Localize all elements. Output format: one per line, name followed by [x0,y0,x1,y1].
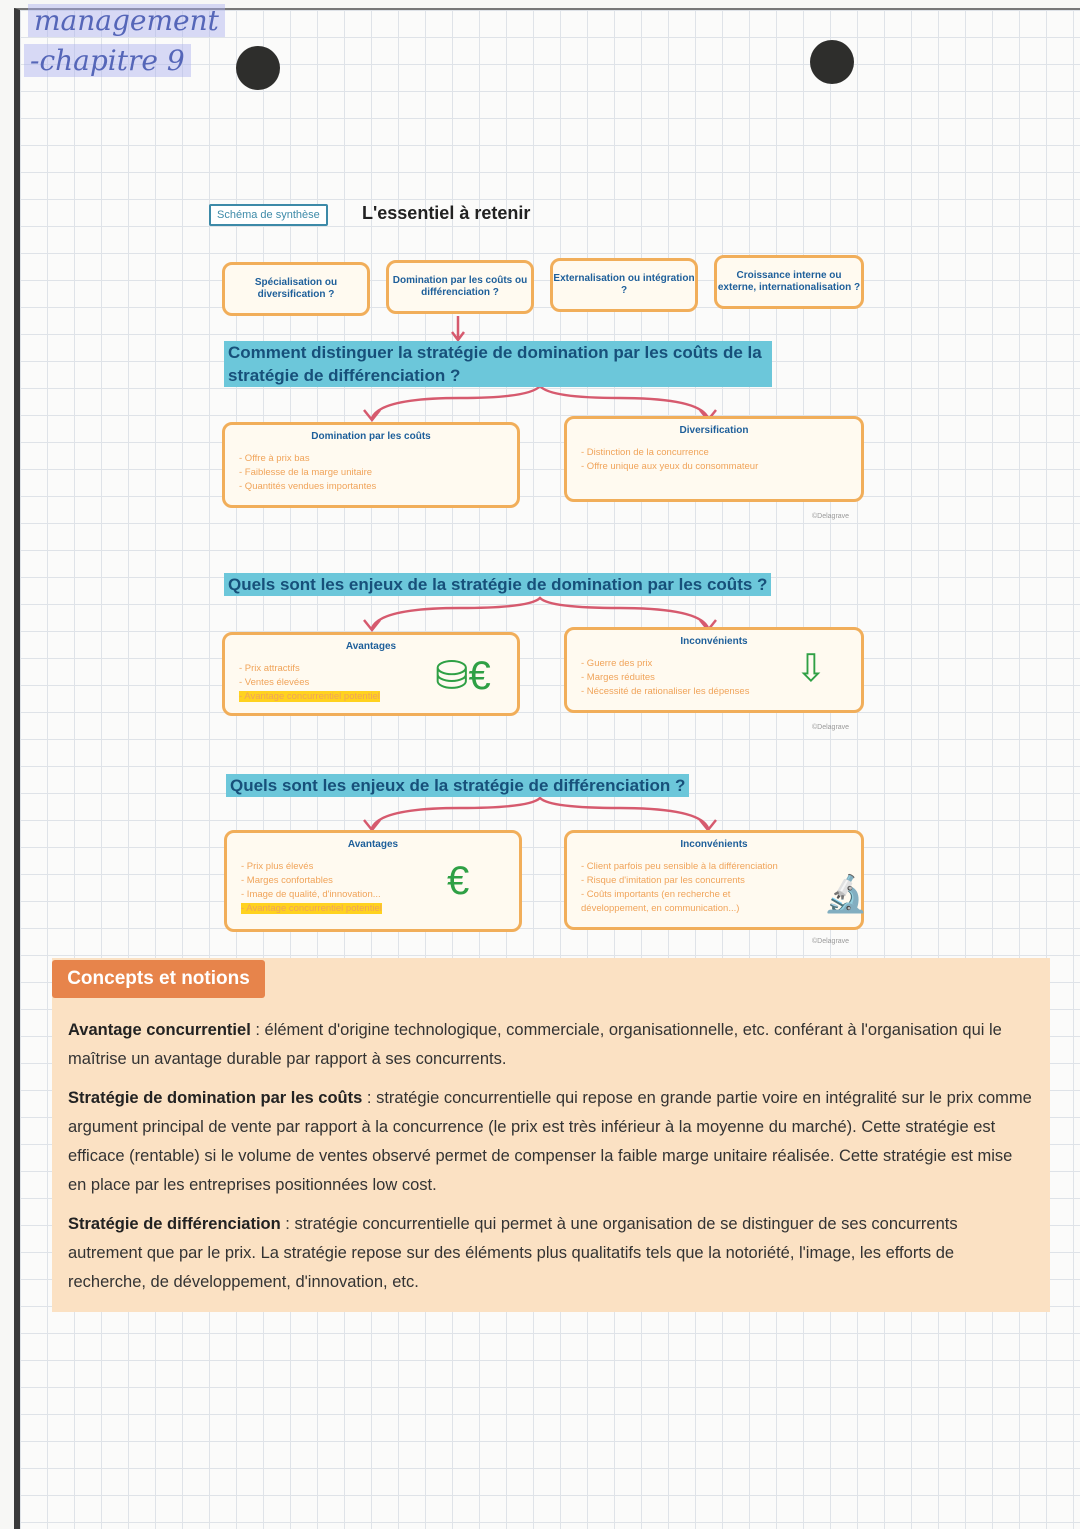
question-heading: Comment distinguer la stratégie de domination par les coûts de la stratégie de différenciation ? [224,341,772,387]
topic-box: Externalisation ou intégration ? [550,258,698,312]
topic-box: Spécialisation ou diversification ? [222,262,370,316]
list-item: - Coûts importants (en recherche et [581,889,731,900]
advantages-box [222,632,520,716]
definition-text: : stratégie concurrentielle qui permet à une organisation de se distinguer de ses concurrents autrement que par le prix. La stratégie repose sur des éléments plus qualitatifs tels que la notoriété, l'image, les efforts de recherche, de développement, d'innovation, etc. [68,1215,958,1291]
box-title: Avantages [345,641,397,652]
definition-text: : élément d'origine technologique, commerciale, organisationnelle, etc. conférant à l'organisation qui le maîtrise un avantage durable par rapport à ses concurrents. [68,1021,1002,1068]
definition-term: Stratégie de différenciation [68,1215,281,1233]
definition [68,1210,1033,1297]
concepts-tab: Concepts et notions [52,960,265,998]
list-item: - Image de qualité, d'innovation... [241,889,381,900]
handwritten-subject: management [28,4,225,37]
box-title: Avantages [347,839,399,850]
schema-tag: Schéma de synthèse [209,204,328,226]
differentiation-box [564,416,864,502]
credit: ©Delagrave [812,513,850,520]
definition [68,1016,1033,1074]
disadvantages-box [564,830,868,930]
list-item: - Nécessité de rationaliser les dépenses [581,686,750,697]
coins-euro-icon: ⛁€ [435,654,491,698]
credit: ©Delagrave [812,724,850,731]
handwritten-chapter: -chapitre 9 [24,44,191,77]
question-heading: Quels sont les enjeux de la stratégie de domination par les coûts ? [224,573,771,596]
list-item: - Marges confortables [241,875,333,886]
credit: ©Delagrave [812,938,850,945]
box-title: Domination par les coûts [311,431,431,442]
microscope-icon: 🔬 [823,873,868,914]
list-item: - Client parfois peu sensible à la différenciation [581,861,778,872]
definition [68,1084,1033,1200]
topic-box: Croissance interne ou externe, internationalisation ? [714,255,864,309]
domination-box [222,422,520,508]
list-item: - Faiblesse de la marge unitaire [239,467,373,478]
list-item: - Ventes élevées [239,677,310,688]
list-item: - Distinction de la concurrence [581,447,709,458]
list-item: - Marges réduites [581,672,655,683]
highlighted-item: - Avantage concurrentiel potentiel [241,903,382,914]
list-item: - Prix plus élevés [241,861,314,872]
disadvantages-box [564,627,864,713]
list-item: - Offre à prix bas [239,453,310,464]
topic-box: Domination par les coûts ou différenciation ? [386,260,534,314]
section-title: L'essentiel à retenir [362,203,531,223]
percent-down-arrow-icon: ⇩ [795,648,827,690]
list-item: - Guerre des prix [581,658,653,669]
definition-text: : stratégie concurrentielle qui repose en grande partie voire en intégralité sur le prix comme argument principal de vente par rapport à la concurrence (le prix est très inférieur à la moyenne du marché). Cette stratégie est efficace (rentable) si le volume de ventes observé permet de compenser la faible marge unitaire réalisée. Cette stratégie est mise en place par les entreprises positionnées low cost. [68,1089,1032,1194]
list-item: - Quantités vendues importantes [239,481,377,492]
question-heading: Quels sont les enjeux de la stratégie de différenciation ? [226,774,689,797]
definition-term: Stratégie de domination par les coûts [68,1089,363,1107]
list-item: - Risque d'imitation par les concurrents [581,875,745,886]
box-title: Inconvénients [680,839,748,850]
definition-term: Avantage concurrentiel [68,1021,251,1039]
list-item: développement, en communication...) [581,903,740,914]
money-stack-icon: € [447,859,470,903]
box-title: Inconvénients [680,636,748,647]
advantages-box [224,830,522,932]
list-item: - Offre unique aux yeux du consommateur [581,461,759,472]
list-item: - Prix attractifs [239,663,300,674]
highlighted-item: - Avantage concurrentiel potentiel [239,691,380,702]
box-title: Diversification [679,425,749,436]
